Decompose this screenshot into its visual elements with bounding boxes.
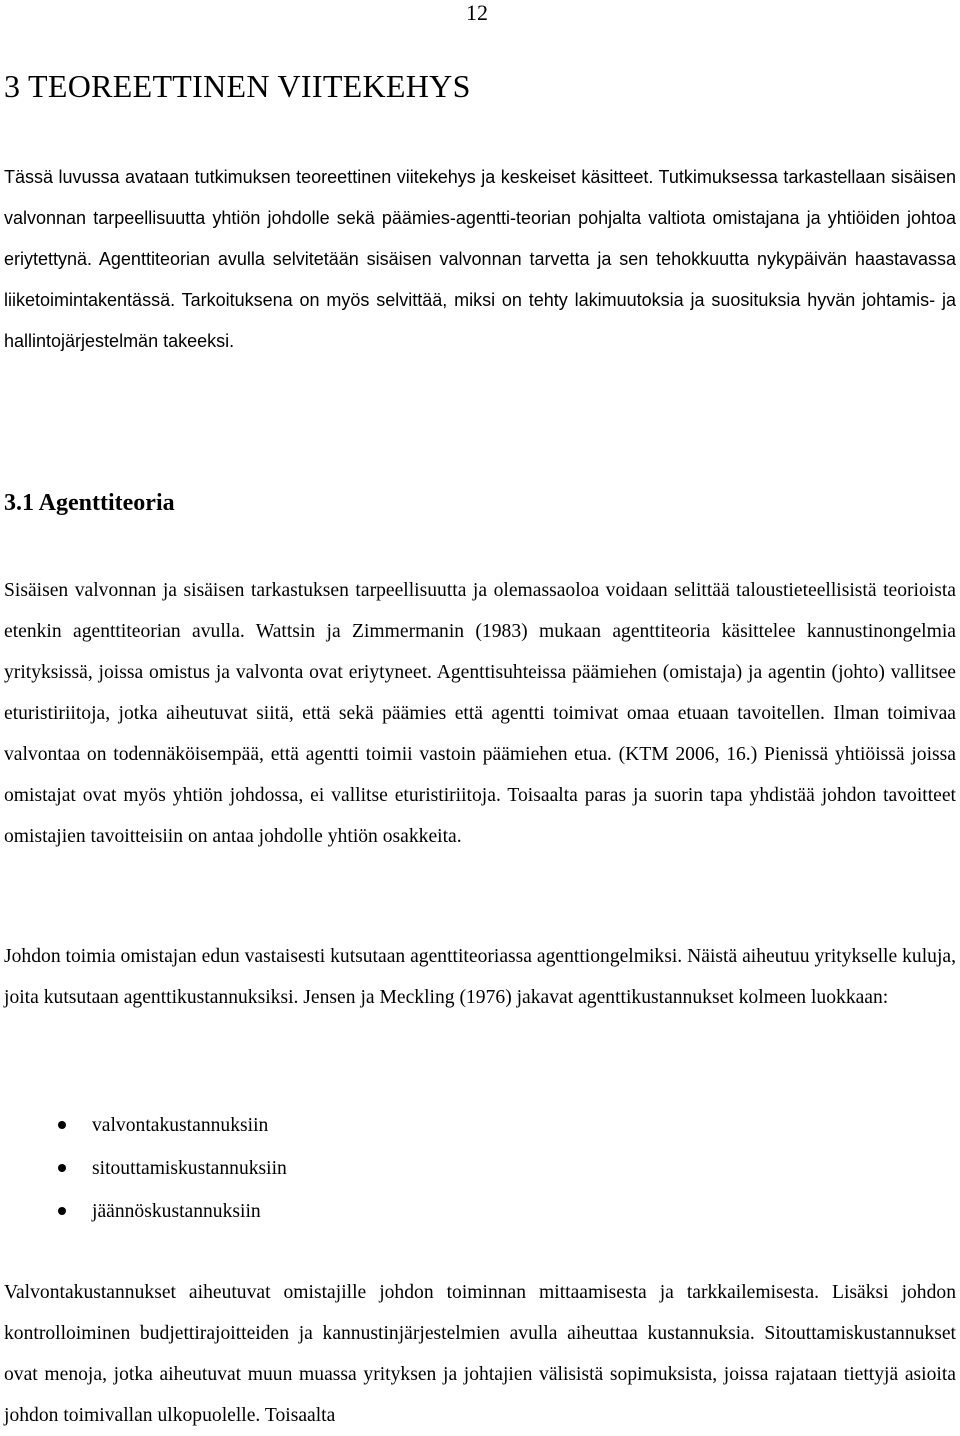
section-paragraph-2: Johdon toimia omistajan edun vastaisesti kutsutaan agenttiteoriassa agenttiongelmiksi. Näistä aiheutuu yritykselle kuluja, joita kutsutaan agenttikustannuksiksi. Jensen ja Meckling (1976) jakavat agenttikustannukset kolmeen luokkaan: xyxy=(4,946,956,1008)
intro-paragraph: Tässä luvussa avataan tutkimuksen teoreettinen viitekehys ja keskeiset käsitteet. Tutkimuksessa tarkastellaan sisäisen valvonnan tarpeellisuutta yhtiön johdolle sekä päämies-agentti-teorian pohjalta valtiota omistajana ja yhtiöiden johtoa eriytettynä. Agenttiteorian avulla selvitetään sisäisen valvonnan tarvetta ja sen tehokkuutta nykypäivän haastavassa liiketoimintakentässä. Tarkoituksena on myös selvittää, miksi on tehty lakimuutoksia ja suosituksia hyvän johtamis- ja hallintojärjestelmän takeeksi. xyxy=(4,167,956,351)
bullet-icon xyxy=(58,1164,66,1172)
bullet-icon xyxy=(58,1207,66,1215)
section-paragraph-1: Sisäisen valvonnan ja sisäisen tarkastuksen tarpeellisuutta ja olemassaoloa voidaan selittää taloustieteellisistä teorioista etenkin agenttiteorian avulla. Wattsin ja Zimmermanin (1983) mukaan agenttiteoria käsittelee kannustinongelmia yrityksissä, joissa omistus ja valvonta ovat eriytyneet. Agenttisuhteissa päämiehen (omistaja) ja agentin (johto) vallitsee eturistiriitoja, jotka aiheutuvat siitä, että sekä päämies että agentti toimivat omaa etuaan tavoitellen. Ilman toimivaa valvontaa on todennäköisempää, että agentti toimii vastoin päämiehen etua. (KTM 2006, 16.) Pienissä yhtiöissä joissa omistajat ovat myös yhtiön johdossa, ei vallitse eturistiriitoja. Toisaalta paras ja suorin tapa yhdistää johdon tavoitteet omistajien tavoitteisiin on antaa johdolle yhtiön osakkeita. xyxy=(4,580,956,847)
list-item xyxy=(0,1147,287,1190)
list-item xyxy=(0,1104,287,1147)
section-paragraph-3: Valvontakustannukset aiheutuvat omistajille johdon toiminnan mittaamisesta ja tarkkailemisesta. Lisäksi johdon kontrolloiminen budjettirajoitteiden ja kannustinjärjestelmien avulla aiheuttaa kustannuksia. Sitouttamiskustannukset ovat menoja, jotka aiheutuvat muun muassa yrityksen ja johtajien välisistä sopimuksista, joissa rajataan tiettyjä asioita johdon toimivallan ulkopuolelle. Toisaalta xyxy=(4,1282,956,1426)
cost-category-list xyxy=(0,1104,287,1233)
chapter-title: 3 TEOREETTINEN VIITEKEHYS xyxy=(4,68,471,104)
list-item-label: jäännöskustannuksiin xyxy=(92,1201,261,1222)
section-title: 3.1 Agenttiteoria xyxy=(4,490,175,516)
list-item-label: sitouttamiskustannuksiin xyxy=(92,1158,287,1179)
list-item-label: valvontakustannuksiin xyxy=(92,1115,269,1136)
page-number: 12 xyxy=(466,0,488,25)
bullet-icon xyxy=(58,1121,66,1129)
list-item xyxy=(0,1190,287,1233)
